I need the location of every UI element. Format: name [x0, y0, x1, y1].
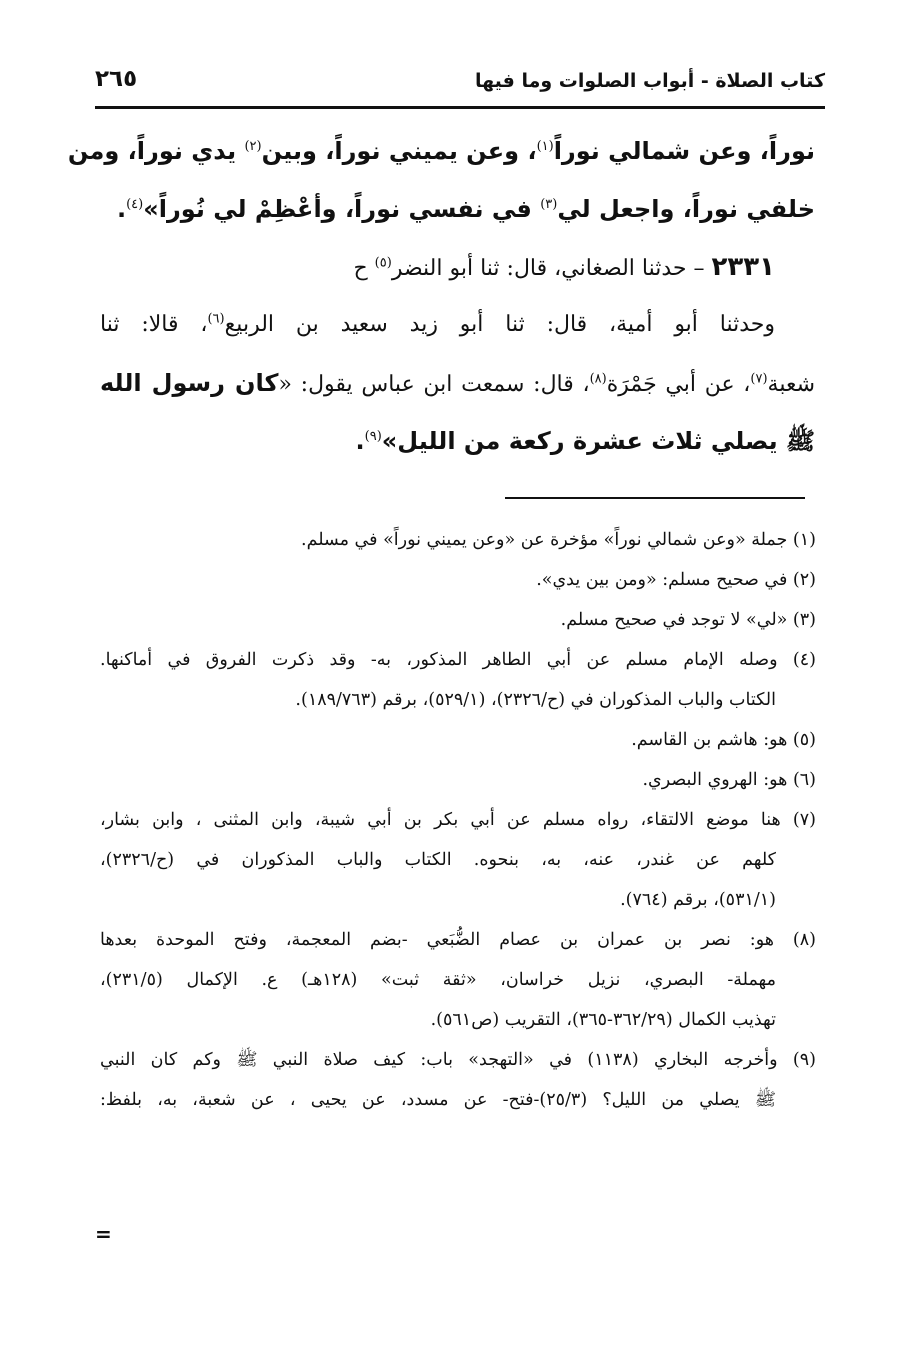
text-segment: نوراً، وعن شمالي نوراً	[553, 137, 815, 165]
footnote-ref-7[interactable]: (٧)	[750, 371, 768, 387]
hadith-text-bold: كان رسول الله	[100, 369, 279, 397]
text-segment: وحدثنا أبو أمية، قال: ثنا أبو زيد سعيد بن الربيع	[224, 312, 776, 337]
main-line-5	[100, 354, 815, 412]
footnote-4-continuation: الكتاب والباب المذكوران في (ح/٢٣٢٦)، (٥٢٩/١)، برقم (١٨٩/٧٦٣).	[295, 690, 776, 710]
footnote-8-continuation-2: تهذيب الكمال (٣٦٢/٢٩-٣٦٥)، التقريب (ص٥٦١).	[430, 1010, 776, 1030]
text-segment: – حدثنا الصغاني، قال: ثنا أبو النضر	[391, 256, 705, 281]
text-segment: خلفي نوراً، واجعل لي	[557, 195, 815, 223]
footnote-ref-3[interactable]: (٣)	[540, 197, 558, 212]
footnote-8-continuation: مهملة- البصري، نزيل خراسان، «ثقة ثبت» (١٢٨هـ) ع. الإكمال (٢٣١/٥)،	[100, 970, 776, 990]
main-line-1	[67, 122, 815, 180]
running-title: كتاب الصلاة - أبواب الصلوات وما فيها	[474, 70, 825, 92]
footnote-7-continuation-2: (٥٣١/١)، برقم (٧٦٤).	[620, 890, 776, 910]
main-line-6	[100, 412, 815, 470]
footnote-4: (٤) وصله الإمام مسلم عن أبي الطاهر المذكور، به- وقد ذكرت الفروق في أماكنها.	[100, 650, 816, 670]
footnote-7: (٧) هنا موضع الالتقاء، رواه مسلم عن أبي بكر بن أبي شيبة، وابن المثنى ، وابن بشار،	[100, 810, 816, 830]
text-segment: شعبة	[767, 372, 816, 397]
footnote-9-continuation: ﷺ يصلي من الليل؟ (٢٥/٣)-فتح- عن مسدد، عن يحيى ، عن شعبة، به، بلفظ:	[100, 1090, 776, 1110]
text-segment: في نفسي نوراً، وأعْظِمْ لي نُوراً»	[143, 195, 541, 223]
footnote-2: (٢) في صحيح مسلم: «ومن بين يدي».	[536, 570, 816, 590]
page-number: ٢٦٥	[95, 66, 138, 92]
text-segment: ، قالا: ثنا	[100, 312, 208, 337]
text-segment: ، قال: سمعت ابن عباس يقول: «	[278, 372, 590, 397]
footnote-ref-8[interactable]: (٨)	[589, 371, 607, 387]
footnotes	[100, 520, 816, 1120]
text-segment: .	[355, 427, 365, 455]
footnote-7-continuation: كلهم عن غندر، عنه، به، بنحوه. الكتاب والباب المذكوران في (ح/٢٣٢٦)،	[100, 850, 776, 870]
footnote-8: (٨) هو: نصر بن عمران بن عصام الضُّبَعي -بضم المعجمة، وفتح الموحدة بعدها	[100, 930, 816, 950]
text-segment: ح	[353, 256, 375, 281]
footnote-1: (١) جملة «وعن شمالي نوراً» مؤخرة عن «وعن يميني نوراً» في مسلم.	[301, 530, 816, 550]
footnote-5: (٥) هو: هاشم بن القاسم.	[631, 730, 816, 750]
footnote-ref-9[interactable]: (٩)	[364, 429, 382, 444]
footnote-9: (٩) وأخرجه البخاري (١١٣٨) في «التهجد» باب: كيف صلاة النبي ﷺ وكم كان النبي	[100, 1050, 816, 1070]
text-segment: ، وعن يميني نوراً، وبين	[261, 137, 537, 165]
main-line-4	[100, 296, 815, 354]
text-segment: يدي نوراً، ومن	[67, 137, 245, 165]
main-line-3	[100, 238, 815, 296]
text-segment: ﷺ يصلي ثلاث عشرة ركعة من الليل»	[381, 427, 815, 455]
footnote-ref-4[interactable]: (٤)	[126, 197, 144, 212]
footnote-6: (٦) هو: الهروي البصري.	[642, 770, 816, 790]
footnote-3: (٣) «لي» لا توجد في صحيح مسلم.	[560, 610, 816, 630]
hadith-number: ٢٣٣١	[711, 252, 775, 282]
main-line-2	[100, 180, 815, 238]
main-text	[67, 122, 816, 470]
footnote-ref-6[interactable]: (٦)	[207, 311, 225, 327]
page-header	[95, 66, 825, 106]
text-segment: ، عن أبي جَمْرَة	[606, 372, 751, 397]
footnote-divider	[505, 497, 805, 499]
continuation-mark: =	[95, 1222, 112, 1246]
footnote-ref-2[interactable]: (٢)	[244, 139, 262, 154]
header-divider	[95, 106, 825, 109]
footnote-ref-5[interactable]: (٥)	[374, 255, 392, 271]
footnote-ref-1[interactable]: (١)	[536, 139, 554, 154]
text-segment: .	[116, 195, 127, 223]
